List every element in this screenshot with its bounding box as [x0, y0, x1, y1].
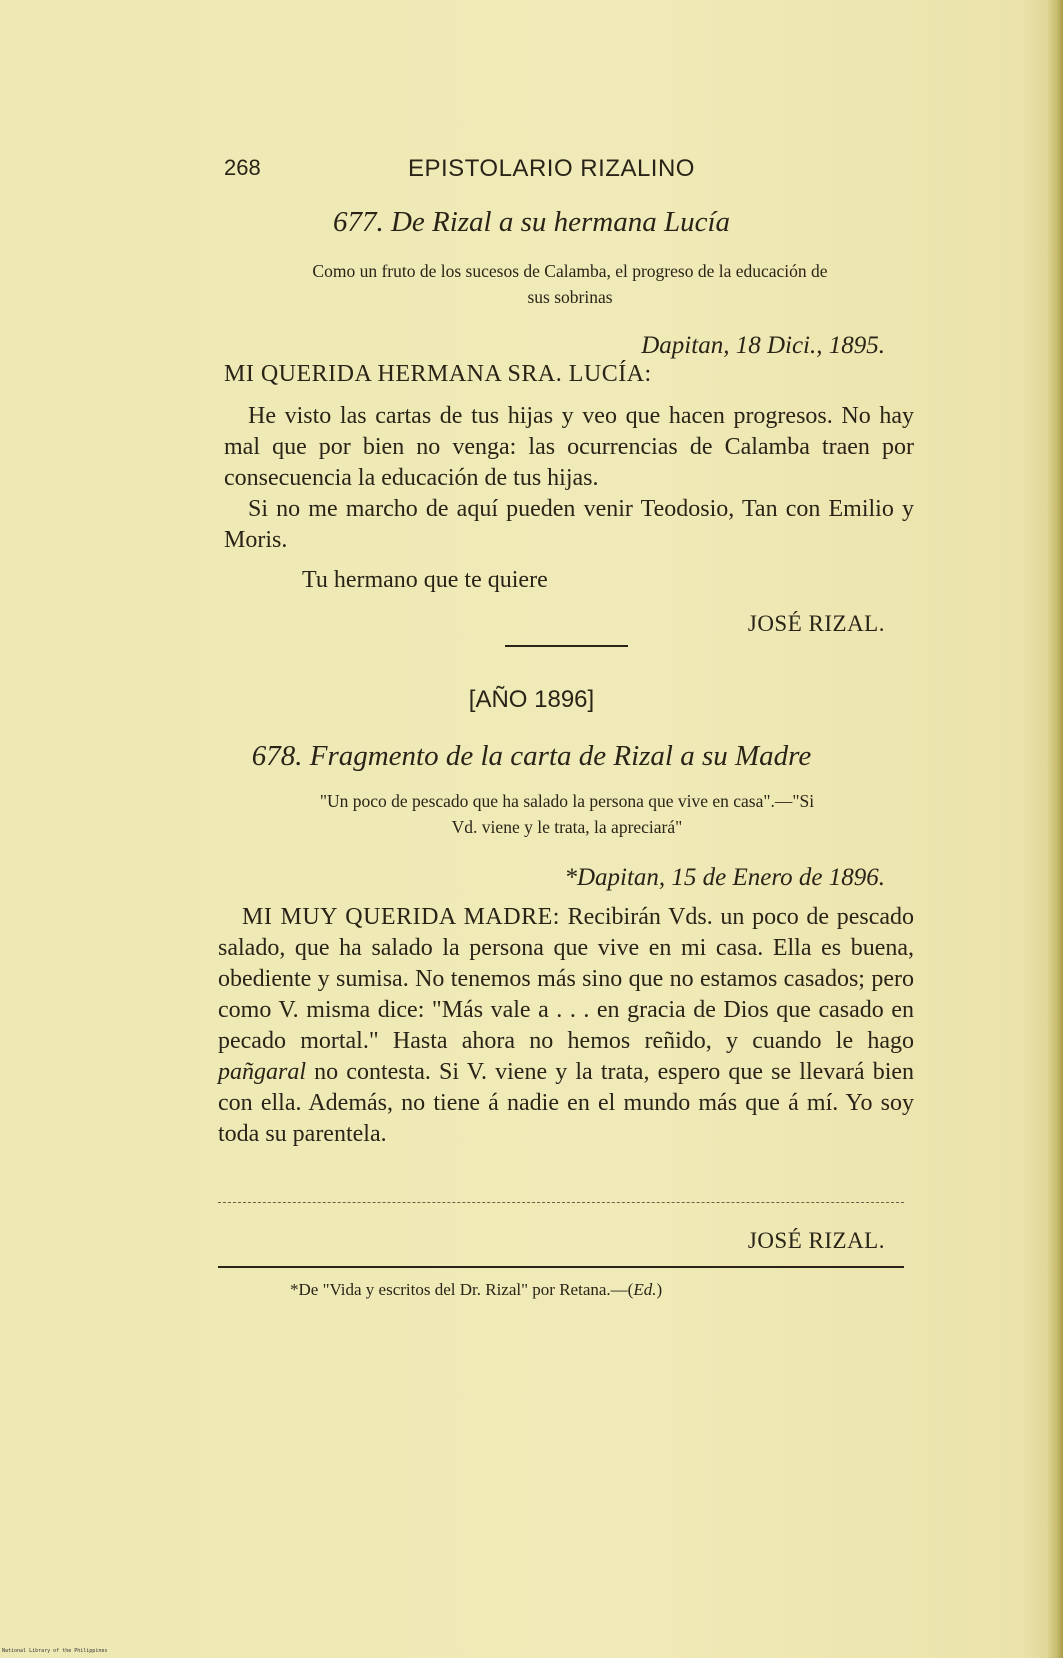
letter-678-summary-1: "Un poco de pescado que ha salado la persona que vive en casa".—"Si: [319, 791, 815, 811]
page-number: 268: [224, 155, 261, 180]
letter-678-dateline: *Dapitan, 15 de Enero de 1896.: [564, 864, 885, 891]
library-credit: National Library of the Philippines: [2, 1648, 108, 1654]
letter-678-text-1: Recibirán Vds. un poco de pescado salado, que ha salado la persona que vive en mi casa. Ella es buena, obediente y sumisa. No tenemos más sino que no estamos casados; pero como V. misma dice: "Más vale a . . . en gracia de Dios que casado en pecado mortal." Hasta ahora no hemos reñido, y cuando le hago: [218, 904, 914, 1054]
section-divider: [505, 645, 628, 647]
footnote: [290, 1280, 662, 1300]
footnote-rule: [218, 1266, 904, 1268]
letter-677-salutation: MI QUERIDA HERMANA SRA. LUCÍA:: [224, 361, 652, 387]
footnote-ed: Ed.: [633, 1280, 657, 1299]
letter-677-title: 677. De Rizal a su hermana Lucía: [332, 206, 731, 238]
letter-677-summary-2: sus sobrinas: [527, 287, 613, 307]
letter-677-paragraph-2: Si no me marcho de aquí pueden venir Teodosio, Tan con Emilio y Moris.: [224, 496, 914, 553]
letter-677-paragraph-1: He visto las cartas de tus hijas y veo que hacen progresos. No hay mal que por bien no venga: las ocurrencias de Calamba traen por consecuencia la educación de tus hijas.: [224, 403, 914, 491]
letter-677-summary-1: Como un fruto de los sucesos de Calamba, el progreso de la educación de: [312, 261, 828, 281]
year-heading: [AÑO 1896]: [468, 686, 595, 713]
omission-dotted-line: [218, 1202, 904, 1203]
letter-678-body: [218, 902, 914, 1150]
footnote-text: *De "Vida y escritos del Dr. Rizal" por Retana.—(: [290, 1280, 634, 1299]
letter-678-signature: JOSÉ RIZAL.: [747, 1228, 885, 1253]
letter-677-body: [224, 401, 914, 556]
letter-678-italic-word: pañgaral: [218, 1059, 307, 1085]
letter-677-closing: Tu hermano que te quiere: [302, 567, 548, 593]
page-edge-shadow: [1047, 0, 1063, 1658]
letter-678-salutation: MI MUY QUERIDA MADRE:: [242, 904, 560, 930]
letter-678-text-2: no contesta. Si V. viene y la trata, espero que se llevará bien con ella. Además, no tiene á nadie en el mundo más que á mí. Yo soy toda su parentela.: [218, 1059, 915, 1147]
running-title: EPISTOLARIO RIZALINO: [408, 155, 695, 182]
letter-678-summary-2: Vd. viene y le trata, la apreciará": [451, 817, 683, 837]
footnote-close: ): [656, 1280, 663, 1299]
letter-678-title: 678. Fragmento de la carta de Rizal a su Madre: [251, 740, 812, 772]
letter-677-signature: JOSÉ RIZAL.: [747, 611, 885, 636]
letter-677-dateline: Dapitan, 18 Dici., 1895.: [641, 332, 885, 359]
